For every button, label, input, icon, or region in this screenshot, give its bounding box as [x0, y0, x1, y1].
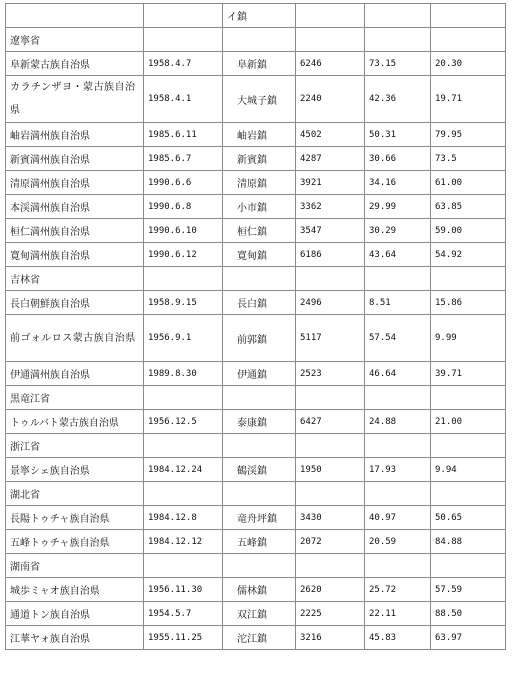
county-name-cell: 岫岩満州族自治県: [6, 123, 144, 147]
county-name-cell: 新賓満州族自治県: [6, 147, 144, 171]
minority-share-value-cell: 19.71: [431, 76, 506, 123]
county-name-cell: 阜新蒙古族自治県: [6, 52, 144, 76]
county-name-cell: 前ゴォルロス蒙古族自治県: [6, 315, 144, 362]
table-row: [6, 315, 506, 362]
seat-town-cell: 双江鎮: [223, 602, 296, 626]
established-date-cell: 1955.11.25: [144, 626, 223, 650]
header-cell: [6, 4, 144, 28]
area-value-cell: 3362: [296, 195, 365, 219]
seat-town-cell: 長白鎮: [223, 291, 296, 315]
county-name-cell: 伊通満州族自治県: [6, 362, 144, 386]
population-value-cell: 34.16: [365, 171, 431, 195]
established-date-cell: 1956.9.1: [144, 315, 223, 362]
minority-share-value-cell: 84.88: [431, 530, 506, 554]
established-date-cell: 1958.4.7: [144, 52, 223, 76]
population-value-cell: 29.99: [365, 195, 431, 219]
minority-share-value-cell: 73.5: [431, 147, 506, 171]
table-row: [6, 530, 506, 554]
area-value-cell: 6246: [296, 52, 365, 76]
established-date-cell: [144, 554, 223, 578]
minority-share-value-cell: 61.00: [431, 171, 506, 195]
established-date-cell: [144, 482, 223, 506]
area-value-cell: 2496: [296, 291, 365, 315]
minority-share-value-cell: 21.00: [431, 410, 506, 434]
minority-share-value-cell: [431, 386, 506, 410]
population-value-cell: 46.64: [365, 362, 431, 386]
seat-town-cell: 寛甸鎮: [223, 243, 296, 267]
county-name-cell: 長白朝鮮族自治県: [6, 291, 144, 315]
seat-town-cell: [223, 554, 296, 578]
table-body: [6, 4, 506, 650]
table-row: [6, 506, 506, 530]
established-date-cell: 1984.12.8: [144, 506, 223, 530]
established-date-cell: [144, 28, 223, 52]
province-section-row: [6, 386, 506, 410]
header-cell: [144, 4, 223, 28]
established-date-cell: [144, 434, 223, 458]
minority-share-value-cell: [431, 482, 506, 506]
established-date-cell: 1954.5.7: [144, 602, 223, 626]
province-section-row: [6, 434, 506, 458]
county-name-cell: 清原満州族自治県: [6, 171, 144, 195]
established-date-cell: 1985.6.11: [144, 123, 223, 147]
area-value-cell: [296, 386, 365, 410]
minority-share-value-cell: 59.00: [431, 219, 506, 243]
table-row: [6, 602, 506, 626]
area-value-cell: 3430: [296, 506, 365, 530]
established-date-cell: 1989.8.30: [144, 362, 223, 386]
seat-town-cell: 沱江鎮: [223, 626, 296, 650]
province-name: 湖北省: [6, 482, 144, 506]
area-value-cell: 6427: [296, 410, 365, 434]
seat-town-cell: [223, 267, 296, 291]
area-value-cell: 3216: [296, 626, 365, 650]
table-row: [6, 52, 506, 76]
established-date-cell: [144, 386, 223, 410]
population-value-cell: [365, 267, 431, 291]
minority-share-value-cell: [431, 434, 506, 458]
population-value-cell: 40.97: [365, 506, 431, 530]
table-row: [6, 171, 506, 195]
population-value-cell: 30.29: [365, 219, 431, 243]
county-name-cell: 城歩ミャオ族自治県: [6, 578, 144, 602]
population-value-cell: [365, 554, 431, 578]
seat-town-cell: 桓仁鎮: [223, 219, 296, 243]
population-value-cell: 57.54: [365, 315, 431, 362]
table-row: [6, 291, 506, 315]
county-name-cell: 通道トン族自治県: [6, 602, 144, 626]
county-name-cell: 五峰トゥチャ族自治県: [6, 530, 144, 554]
table-row: [6, 626, 506, 650]
province-name: 黒竜江省: [6, 386, 144, 410]
established-date-cell: 1956.11.30: [144, 578, 223, 602]
population-value-cell: 42.36: [365, 76, 431, 123]
population-value-cell: 24.88: [365, 410, 431, 434]
established-date-cell: 1984.12.12: [144, 530, 223, 554]
area-value-cell: [296, 482, 365, 506]
population-value-cell: 17.93: [365, 458, 431, 482]
header-cell: [365, 4, 431, 28]
population-value-cell: [365, 482, 431, 506]
minority-share-value-cell: [431, 28, 506, 52]
seat-town-cell: 岫岩鎮: [223, 123, 296, 147]
header-cell: [296, 4, 365, 28]
autonomous-county-table: [5, 3, 506, 650]
established-date-cell: 1956.12.5: [144, 410, 223, 434]
established-date-cell: 1985.6.7: [144, 147, 223, 171]
minority-share-value-cell: 20.30: [431, 52, 506, 76]
table-row: [6, 578, 506, 602]
county-name-cell: カラチンザヨ・蒙古族自治県: [6, 76, 144, 123]
province-name: 浙江省: [6, 434, 144, 458]
province-section-row: [6, 267, 506, 291]
minority-share-value-cell: 63.85: [431, 195, 506, 219]
area-value-cell: 2072: [296, 530, 365, 554]
table-row: [6, 123, 506, 147]
seat-town-cell: [223, 28, 296, 52]
population-value-cell: 43.64: [365, 243, 431, 267]
seat-town-cell: 大城子鎮: [223, 76, 296, 123]
area-value-cell: 2620: [296, 578, 365, 602]
table-row: [6, 76, 506, 123]
seat-town-cell: 竜舟坪鎮: [223, 506, 296, 530]
seat-town-cell: 儒林鎮: [223, 578, 296, 602]
table-row: [6, 243, 506, 267]
area-value-cell: 3921: [296, 171, 365, 195]
area-value-cell: 5117: [296, 315, 365, 362]
established-date-cell: 1958.9.15: [144, 291, 223, 315]
population-value-cell: [365, 434, 431, 458]
county-name-cell: 江華ヤォ族自治県: [6, 626, 144, 650]
established-date-cell: 1990.6.6: [144, 171, 223, 195]
seat-town-cell: 鶴渓鎮: [223, 458, 296, 482]
province-section-row: [6, 554, 506, 578]
minority-share-value-cell: 9.99: [431, 315, 506, 362]
population-value-cell: 45.83: [365, 626, 431, 650]
area-value-cell: 2225: [296, 602, 365, 626]
seat-town-cell: [223, 482, 296, 506]
area-value-cell: [296, 267, 365, 291]
county-name-cell: 長陽トゥチャ族自治県: [6, 506, 144, 530]
table-header-row: [6, 4, 506, 28]
seat-town-cell: 小市鎮: [223, 195, 296, 219]
minority-share-value-cell: 15.86: [431, 291, 506, 315]
established-date-cell: 1990.6.10: [144, 219, 223, 243]
seat-town-cell: 新賓鎮: [223, 147, 296, 171]
minority-share-value-cell: 88.50: [431, 602, 506, 626]
established-date-cell: 1990.6.12: [144, 243, 223, 267]
province-name: 湖南省: [6, 554, 144, 578]
population-value-cell: 20.59: [365, 530, 431, 554]
seat-town-cell: 清原鎮: [223, 171, 296, 195]
population-value-cell: 50.31: [365, 123, 431, 147]
header-cell: イ鎮: [223, 4, 296, 28]
area-value-cell: 1950: [296, 458, 365, 482]
area-value-cell: [296, 28, 365, 52]
seat-town-cell: 伊通鎮: [223, 362, 296, 386]
table-row: [6, 219, 506, 243]
province-name: 遼寧省: [6, 28, 144, 52]
minority-share-value-cell: 50.65: [431, 506, 506, 530]
table-row: [6, 458, 506, 482]
population-value-cell: 22.11: [365, 602, 431, 626]
minority-share-value-cell: 79.95: [431, 123, 506, 147]
area-value-cell: 2523: [296, 362, 365, 386]
county-name-cell: 景寧シェ族自治県: [6, 458, 144, 482]
area-value-cell: [296, 554, 365, 578]
county-name-cell: 寛甸満州族自治県: [6, 243, 144, 267]
population-value-cell: 30.66: [365, 147, 431, 171]
area-value-cell: [296, 434, 365, 458]
table-row: [6, 410, 506, 434]
province-name: 吉林省: [6, 267, 144, 291]
area-value-cell: 3547: [296, 219, 365, 243]
seat-town-cell: [223, 434, 296, 458]
header-cell: [431, 4, 506, 28]
minority-share-value-cell: [431, 554, 506, 578]
seat-town-cell: 五峰鎮: [223, 530, 296, 554]
population-value-cell: 8.51: [365, 291, 431, 315]
table-row: [6, 362, 506, 386]
area-value-cell: 6186: [296, 243, 365, 267]
seat-town-cell: 前郭鎮: [223, 315, 296, 362]
population-value-cell: [365, 28, 431, 52]
seat-town-cell: 泰康鎮: [223, 410, 296, 434]
area-value-cell: 4287: [296, 147, 365, 171]
minority-share-value-cell: 57.59: [431, 578, 506, 602]
established-date-cell: [144, 267, 223, 291]
minority-share-value-cell: 54.92: [431, 243, 506, 267]
seat-town-cell: [223, 386, 296, 410]
minority-share-value-cell: 39.71: [431, 362, 506, 386]
province-section-row: [6, 28, 506, 52]
established-date-cell: 1984.12.24: [144, 458, 223, 482]
population-value-cell: [365, 386, 431, 410]
area-value-cell: 4502: [296, 123, 365, 147]
minority-share-value-cell: 63.97: [431, 626, 506, 650]
population-value-cell: 73.15: [365, 52, 431, 76]
population-value-cell: 25.72: [365, 578, 431, 602]
county-name-cell: 桓仁満州族自治県: [6, 219, 144, 243]
province-section-row: [6, 482, 506, 506]
area-value-cell: 2240: [296, 76, 365, 123]
minority-share-value-cell: 9.94: [431, 458, 506, 482]
established-date-cell: 1958.4.1: [144, 76, 223, 123]
established-date-cell: 1990.6.8: [144, 195, 223, 219]
table-row: [6, 147, 506, 171]
seat-town-cell: 阜新鎮: [223, 52, 296, 76]
county-name-cell: 本渓満州族自治県: [6, 195, 144, 219]
minority-share-value-cell: [431, 267, 506, 291]
table-row: [6, 195, 506, 219]
county-name-cell: トゥルバト蒙古族自治県: [6, 410, 144, 434]
